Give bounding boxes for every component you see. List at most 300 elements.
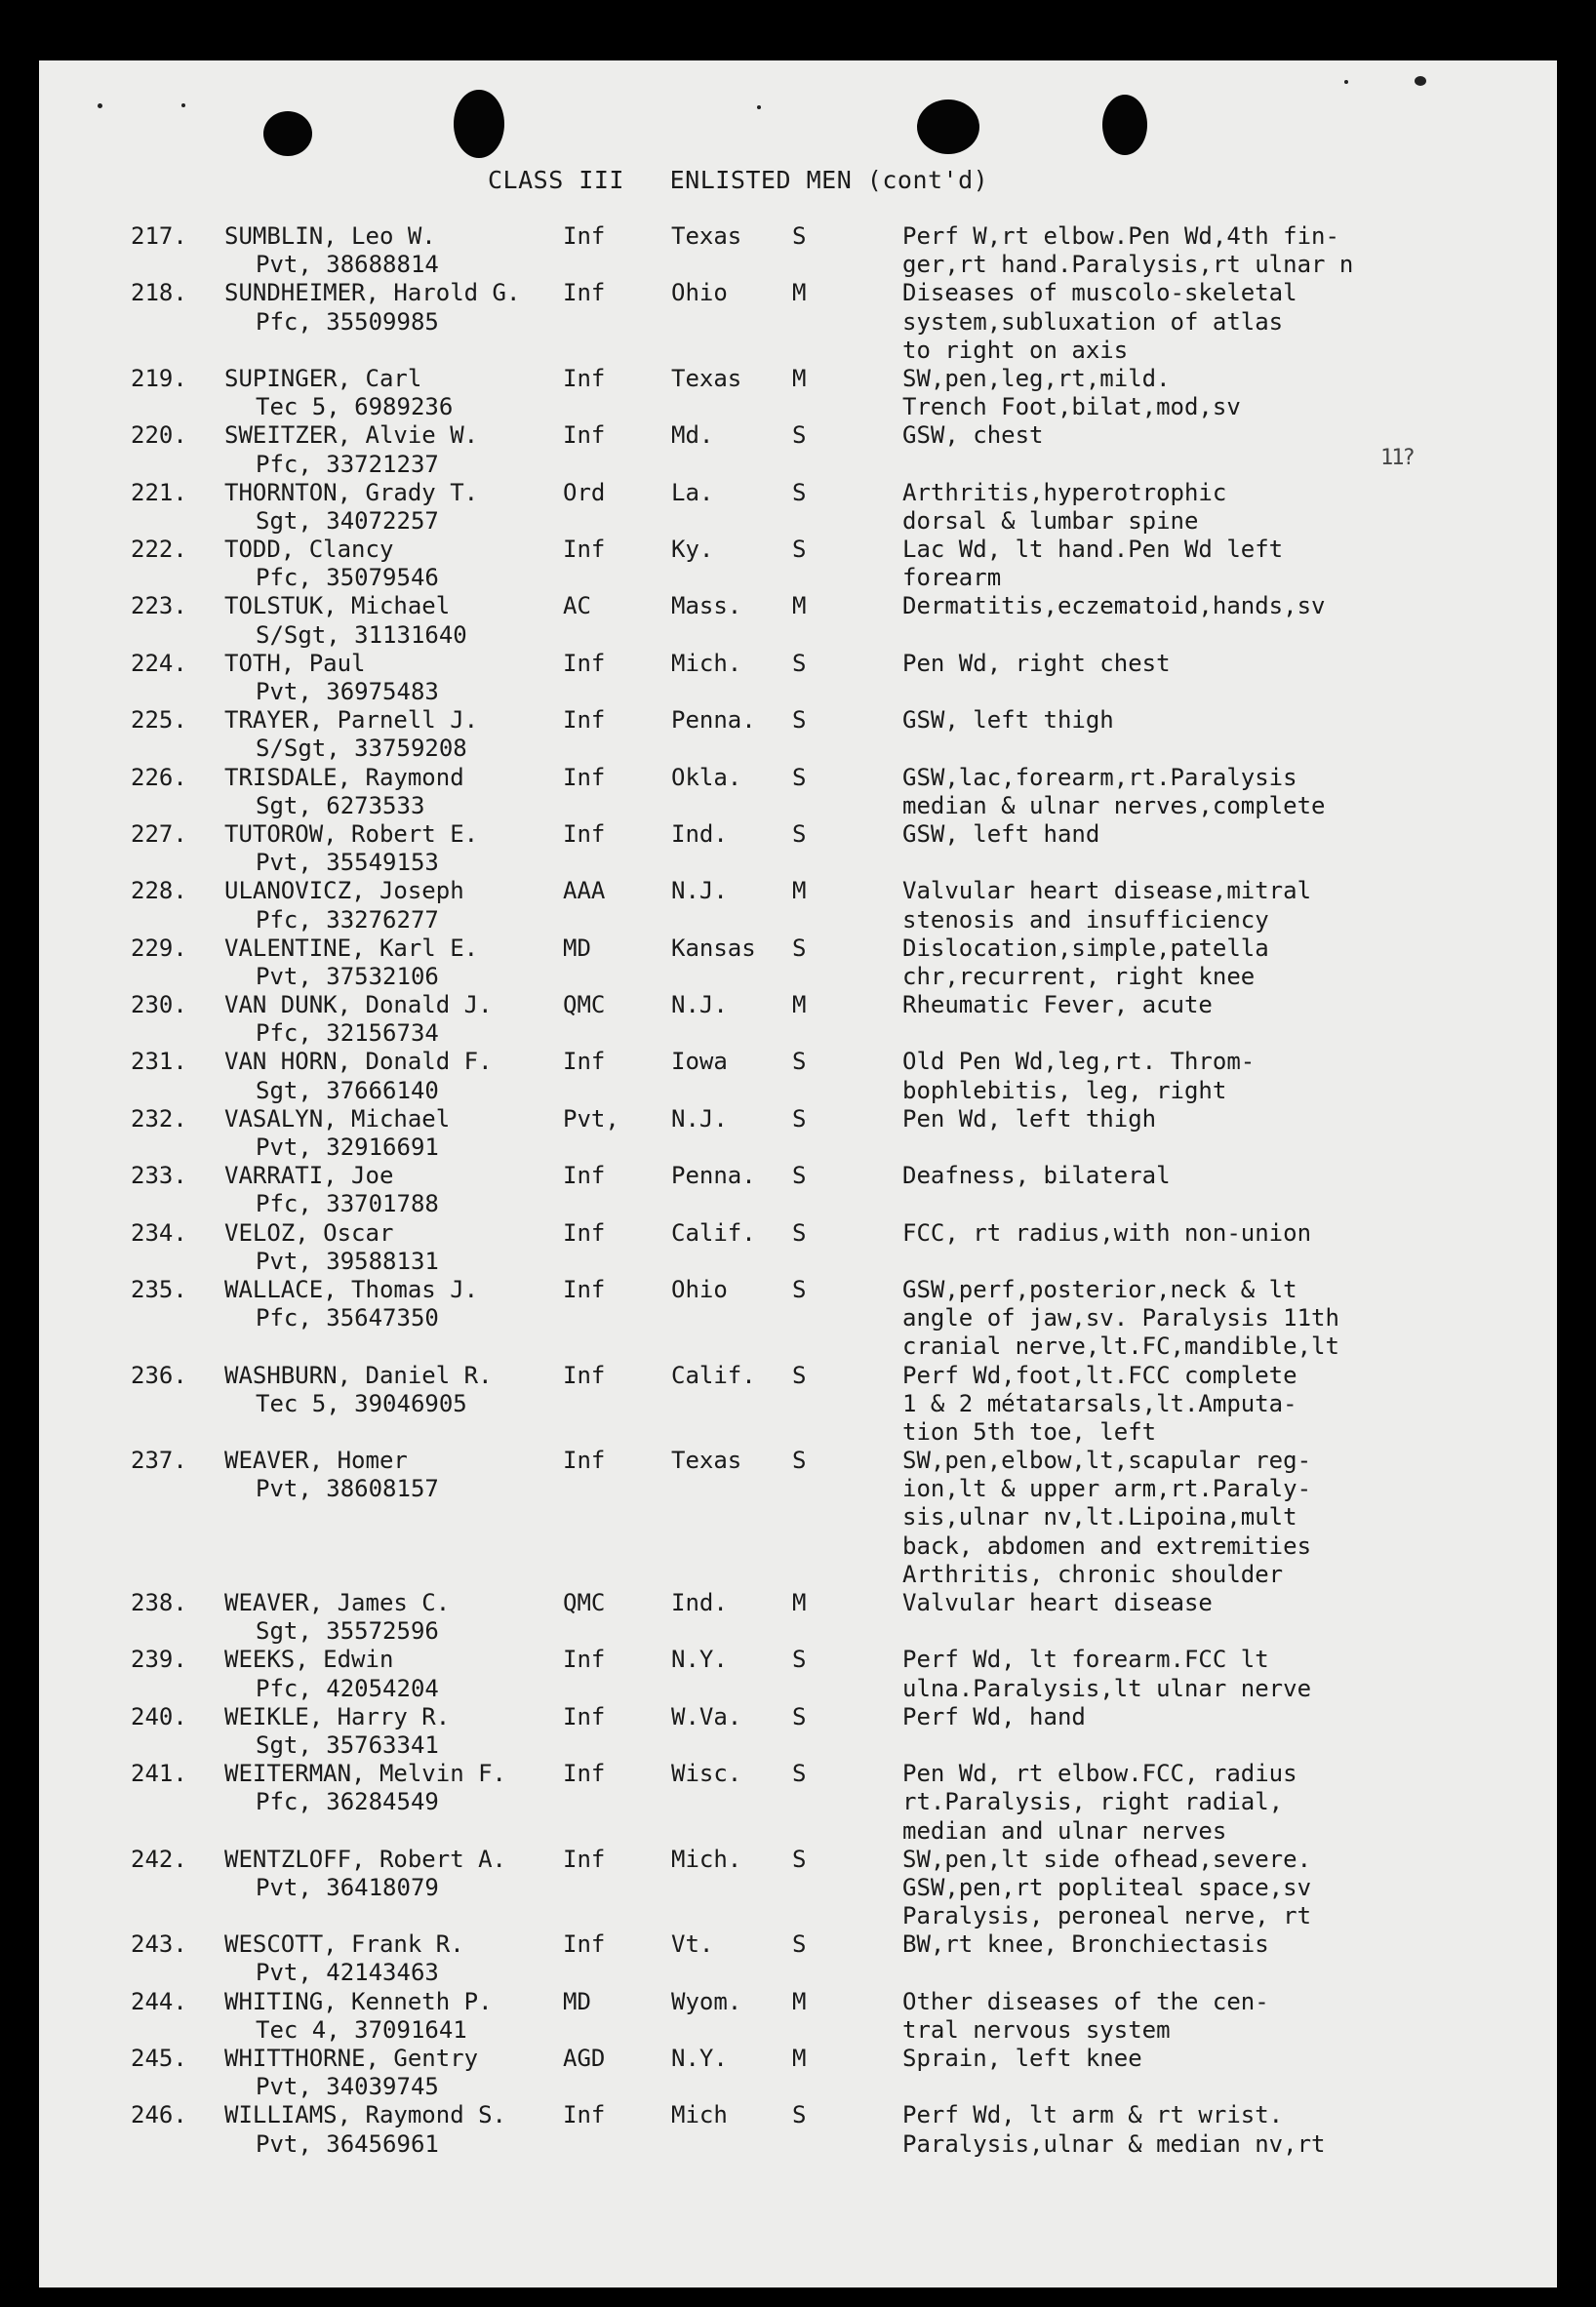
branch: Ord	[563, 478, 606, 506]
entry-number: 242.	[131, 1845, 187, 1873]
entry-line	[39, 251, 1557, 279]
status-code: S	[792, 478, 807, 506]
entry-number: 229.	[131, 934, 187, 962]
entry-number: 233.	[131, 1162, 187, 1190]
status-code: S	[792, 1162, 807, 1190]
entry-line	[39, 1019, 1557, 1048]
diagnosis-line: system,subluxation of atlas	[902, 307, 1284, 336]
status-code: S	[792, 706, 807, 735]
roster-entry	[39, 1846, 1557, 1931]
branch: Inf	[563, 1447, 606, 1475]
entry-line	[39, 421, 1557, 450]
soldier-name: WENTZLOFF, Robert A.	[224, 1845, 506, 1873]
status-code: S	[792, 1760, 807, 1788]
entry-line	[39, 735, 1557, 763]
entry-line	[39, 451, 1557, 479]
entry-number: 235.	[131, 1275, 187, 1303]
punch-hole	[454, 90, 504, 158]
entry-line	[39, 308, 1557, 337]
diagnosis-line: forearm	[902, 564, 1002, 592]
entry-line	[39, 1846, 1557, 1874]
speck	[757, 105, 761, 109]
status-code: M	[792, 2045, 807, 2072]
entry-line	[39, 621, 1557, 650]
entry-line	[39, 1902, 1557, 1930]
branch: Inf	[563, 1702, 606, 1730]
entry-line	[39, 764, 1557, 792]
rank-serial: Sgt, 35572596	[256, 1617, 439, 1646]
roster-entry	[39, 1219, 1557, 1276]
entry-line	[39, 706, 1557, 735]
diagnosis-line: ulna.Paralysis,lt ulnar nerve	[902, 1674, 1312, 1702]
diagnosis-line: FCC, rt radius,with non-union	[902, 1218, 1312, 1247]
speck	[1415, 76, 1426, 86]
entry-number: 245.	[131, 2045, 187, 2072]
rank-serial: Sgt, 35763341	[256, 1730, 439, 1759]
state: Texas	[671, 364, 742, 392]
rank-serial: S/Sgt, 31131640	[256, 620, 467, 649]
entry-line	[39, 507, 1557, 536]
diagnosis-line: GSW,perf,posterior,neck & lt	[902, 1275, 1297, 1303]
diagnosis-line: back, abdomen and extremities	[902, 1531, 1312, 1560]
status-code: S	[792, 763, 807, 791]
soldier-name: WALLACE, Thomas J.	[224, 1275, 479, 1303]
state: Penna.	[671, 1162, 756, 1190]
diagnosis-line: Dermatitis,eczematoid,hands,sv	[902, 592, 1326, 620]
entry-line	[39, 877, 1557, 905]
diagnosis-line: rt.Paralysis, right radial,	[902, 1788, 1284, 1816]
entry-line	[39, 393, 1557, 421]
soldier-name: ULANOVICZ, Joseph	[224, 877, 464, 905]
branch: Inf	[563, 649, 606, 677]
status-code: M	[792, 1589, 807, 1616]
diagnosis-line: ger,rt hand.Paralysis,rt ulnar n	[902, 251, 1354, 279]
entry-line	[39, 1190, 1557, 1218]
status-code: S	[792, 1447, 807, 1475]
branch: QMC	[563, 991, 606, 1019]
entry-line	[39, 1332, 1557, 1361]
diagnosis-line: ion,lt & upper arm,rt.Paraly-	[902, 1475, 1312, 1503]
state: Okla.	[671, 763, 742, 791]
branch: MD	[563, 1987, 591, 2015]
entry-line	[39, 592, 1557, 620]
entry-line	[39, 1304, 1557, 1332]
status-code: S	[792, 2101, 807, 2129]
rank-serial: Pvt, 38608157	[256, 1475, 439, 1503]
soldier-name: TRISDALE, Raymond	[224, 763, 464, 791]
diagnosis-line: Perf Wd, lt forearm.FCC lt	[902, 1646, 1269, 1674]
state: Calif.	[671, 1218, 756, 1247]
rank-serial: Pvt, 42143463	[256, 1959, 439, 1987]
soldier-name: VALENTINE, Karl E.	[224, 934, 479, 962]
diagnosis-line: median and ulnar nerves	[902, 1816, 1227, 1845]
branch: Inf	[563, 536, 606, 564]
state: Iowa	[671, 1048, 728, 1076]
rank-serial: Pvt, 32916691	[256, 1134, 439, 1161]
state: Mich	[671, 2101, 728, 2129]
diagnosis-line: Arthritis,hyperotrophic	[902, 478, 1227, 506]
diagnosis-line: dorsal & lumbar spine	[902, 506, 1199, 535]
branch: QMC	[563, 1589, 606, 1616]
diagnosis-line: Lac Wd, lt hand.Pen Wd left	[902, 536, 1284, 564]
diagnosis-line: Sprain, left knee	[902, 2045, 1142, 2072]
entry-line	[39, 820, 1557, 849]
roster-entry	[39, 222, 1557, 279]
rank-serial: Pvt, 39588131	[256, 1247, 439, 1275]
entry-number: 243.	[131, 1930, 187, 1959]
state: Ind.	[671, 1589, 728, 1616]
diagnosis-line: Trench Foot,bilat,mod,sv	[902, 393, 1241, 421]
entry-number: 219.	[131, 364, 187, 392]
status-code: S	[792, 1104, 807, 1133]
diagnosis-line: GSW,pen,rt popliteal space,sv	[902, 1873, 1312, 1901]
state: La.	[671, 478, 714, 506]
diagnosis-line: GSW,lac,forearm,rt.Paralysis	[902, 763, 1297, 791]
state: N.J.	[671, 991, 728, 1019]
entry-number: 241.	[131, 1760, 187, 1788]
entry-line	[39, 678, 1557, 706]
entry-line	[39, 1617, 1557, 1646]
entry-line	[39, 1134, 1557, 1162]
diagnosis-line: Perf Wd, hand	[902, 1702, 1086, 1730]
soldier-name: SUPINGER, Carl	[224, 364, 422, 392]
soldier-name: VAN HORN, Donald F.	[224, 1048, 493, 1076]
diagnosis-line: Pen Wd, right chest	[902, 649, 1171, 677]
rank-serial: Tec 5, 6989236	[256, 393, 454, 421]
entry-line	[39, 1731, 1557, 1760]
status-code: S	[792, 934, 807, 962]
state: Texas	[671, 1447, 742, 1475]
status-code: S	[792, 649, 807, 677]
entry-line	[39, 1475, 1557, 1503]
state: Wyom.	[671, 1987, 742, 2015]
rank-serial: Sgt, 37666140	[256, 1076, 439, 1104]
state: Mich.	[671, 649, 742, 677]
soldier-name: WILLIAMS, Raymond S.	[224, 2101, 506, 2129]
status-code: S	[792, 1361, 807, 1389]
state: Vt.	[671, 1930, 714, 1959]
entry-line	[39, 1418, 1557, 1447]
rank-serial: Pfc, 33701788	[256, 1190, 439, 1218]
roster-entry	[39, 1760, 1557, 1846]
entry-line	[39, 1532, 1557, 1561]
entry-line	[39, 792, 1557, 820]
entry-line	[39, 1503, 1557, 1531]
page-header	[488, 166, 988, 194]
status-code: S	[792, 1845, 807, 1873]
state: Kansas	[671, 934, 756, 962]
punch-hole	[917, 99, 979, 154]
status-code: S	[792, 536, 807, 564]
roster-entry	[39, 365, 1557, 421]
state: Penna.	[671, 706, 756, 735]
entry-line	[39, 279, 1557, 307]
branch: Inf	[563, 1646, 606, 1674]
status-code: S	[792, 421, 807, 450]
diagnosis-line: Perf Wd,foot,lt.FCC complete	[902, 1361, 1297, 1389]
branch: Inf	[563, 2101, 606, 2129]
roster-entry	[39, 1276, 1557, 1362]
soldier-name: SWEITZER, Alvie W.	[224, 421, 479, 450]
roster-entry	[39, 536, 1557, 592]
entry-number: 225.	[131, 706, 187, 735]
entry-line	[39, 479, 1557, 507]
diagnosis-line: SW,pen,leg,rt,mild.	[902, 364, 1171, 392]
soldier-name: WEEKS, Edwin	[224, 1646, 394, 1674]
roster-entry	[39, 991, 1557, 1048]
diagnosis-line: Valvular heart disease,mitral	[902, 877, 1312, 905]
entry-number: 244.	[131, 1987, 187, 2015]
diagnosis-line: tral nervous system	[902, 2015, 1171, 2044]
entry-line	[39, 1589, 1557, 1617]
diagnosis-line: chr,recurrent, right knee	[902, 962, 1256, 990]
branch: Inf	[563, 1218, 606, 1247]
state: Wisc.	[671, 1760, 742, 1788]
branch: Pvt,	[563, 1104, 619, 1133]
entry-number: 218.	[131, 279, 187, 307]
branch: Inf	[563, 763, 606, 791]
roster-entry	[39, 479, 1557, 536]
rank-serial: Sgt, 6273533	[256, 791, 425, 819]
diagnosis-line: bophlebitis, leg, right	[902, 1076, 1227, 1104]
roster-entry	[39, 2045, 1557, 2101]
entry-number: 220.	[131, 421, 187, 450]
status-code: S	[792, 1218, 807, 1247]
rank-serial: Pvt, 35549153	[256, 849, 439, 877]
diagnosis-line: angle of jaw,sv. Paralysis 11th	[902, 1304, 1339, 1332]
diagnosis-line: Other diseases of the cen-	[902, 1987, 1269, 2015]
state: Ohio	[671, 279, 728, 307]
entry-line	[39, 1675, 1557, 1703]
entry-line	[39, 222, 1557, 251]
entry-number: 228.	[131, 877, 187, 905]
roster-entry	[39, 706, 1557, 763]
branch: Inf	[563, 421, 606, 450]
entry-line	[39, 1048, 1557, 1076]
margin-annotation: 11?	[1380, 446, 1414, 470]
rank-serial: Pvt, 38688814	[256, 251, 439, 279]
rank-serial: Pvt, 36456961	[256, 2129, 439, 2158]
rank-serial: Tec 5, 39046905	[256, 1389, 467, 1417]
roster-entry	[39, 1362, 1557, 1448]
entry-line	[39, 1646, 1557, 1674]
diagnosis-line: sis,ulnar nv,lt.Lipoina,mult	[902, 1503, 1297, 1531]
diagnosis-line: 1 & 2 métatarsals,lt.Amputa-	[902, 1389, 1297, 1417]
rank-serial: Pfc, 35079546	[256, 564, 439, 592]
status-code: M	[792, 592, 807, 620]
branch: Inf	[563, 1760, 606, 1788]
punch-hole	[1102, 95, 1147, 155]
punch-hole	[263, 111, 312, 156]
speck	[98, 103, 102, 108]
entry-line	[39, 1276, 1557, 1304]
branch: Inf	[563, 1275, 606, 1303]
diagnosis-line: median & ulnar nerves,complete	[902, 791, 1326, 819]
entry-number: 224.	[131, 649, 187, 677]
status-code: M	[792, 877, 807, 905]
diagnosis-line: Perf W,rt elbow.Pen Wd,4th fin-	[902, 222, 1339, 250]
document-page	[39, 60, 1557, 2287]
entry-line	[39, 1390, 1557, 1418]
speck	[181, 103, 185, 107]
rank-serial: Pfc, 35647350	[256, 1304, 439, 1332]
diagnosis-line: Perf Wd, lt arm & rt wrist.	[902, 2101, 1284, 2129]
state: Ohio	[671, 1275, 728, 1303]
diagnosis-line: GSW, left hand	[902, 819, 1100, 848]
diagnosis-line: Dislocation,simple,patella	[902, 934, 1269, 962]
soldier-name: TODD, Clancy	[224, 536, 394, 564]
roster-entry	[39, 1105, 1557, 1162]
entry-line	[39, 1930, 1557, 1959]
soldier-name: SUNDHEIMER, Harold G.	[224, 279, 521, 307]
soldier-name: SUMBLIN, Leo W.	[224, 222, 436, 250]
status-code: S	[792, 819, 807, 848]
entry-line	[39, 1561, 1557, 1589]
roster-entry	[39, 279, 1557, 365]
roster-entry	[39, 877, 1557, 934]
state: Mich.	[671, 1845, 742, 1873]
branch: Inf	[563, 279, 606, 307]
entry-line	[39, 2073, 1557, 2101]
state: N.J.	[671, 877, 728, 905]
diagnosis-line: GSW, left thigh	[902, 706, 1114, 735]
entry-number: 221.	[131, 478, 187, 506]
branch: Inf	[563, 1361, 606, 1389]
branch: Inf	[563, 1930, 606, 1959]
entry-line	[39, 2045, 1557, 2073]
soldier-name: WEITERMAN, Melvin F.	[224, 1760, 506, 1788]
roster-entry	[39, 820, 1557, 877]
entry-line	[39, 1162, 1557, 1190]
status-code: S	[792, 222, 807, 250]
roster-entry	[39, 1930, 1557, 1987]
entry-number: 226.	[131, 763, 187, 791]
state: N.J.	[671, 1104, 728, 1133]
rank-serial: Pfc, 33721237	[256, 450, 439, 478]
entry-line	[39, 1760, 1557, 1788]
roster-entry	[39, 592, 1557, 649]
status-code: S	[792, 1275, 807, 1303]
status-code: M	[792, 991, 807, 1019]
roster-entry	[39, 1988, 1557, 2045]
rank-serial: Pvt, 34039745	[256, 2073, 439, 2101]
entry-line	[39, 1447, 1557, 1475]
diagnosis-line: SW,pen,elbow,lt,scapular reg-	[902, 1447, 1312, 1475]
diagnosis-line: GSW, chest	[902, 421, 1044, 450]
diagnosis-line: cranial nerve,lt.FC,mandible,lt	[902, 1332, 1339, 1361]
rank-serial: Sgt, 34072257	[256, 506, 439, 535]
entry-line	[39, 1874, 1557, 1902]
entry-line	[39, 1077, 1557, 1105]
diagnosis-line: Valvular heart disease	[902, 1589, 1213, 1616]
rank-serial: Pfc, 32156734	[256, 1019, 439, 1048]
entry-number: 223.	[131, 592, 187, 620]
state: N.Y.	[671, 2045, 728, 2072]
state: Calif.	[671, 1361, 756, 1389]
entry-line	[39, 650, 1557, 678]
branch: AGD	[563, 2045, 606, 2072]
soldier-name: WHITING, Kenneth P.	[224, 1987, 493, 2015]
soldier-name: WASHBURN, Daniel R.	[224, 1361, 493, 1389]
branch: MD	[563, 934, 591, 962]
diagnosis-line: Pen Wd, rt elbow.FCC, radius	[902, 1760, 1297, 1788]
soldier-name: TRAYER, Parnell J.	[224, 706, 479, 735]
soldier-name: TUTOROW, Robert E.	[224, 819, 479, 848]
entry-line	[39, 1219, 1557, 1248]
roster-entry	[39, 421, 1557, 478]
diagnosis-line: Paralysis,ulnar & median nv,rt	[902, 2129, 1326, 2158]
soldier-name: VARRATI, Joe	[224, 1162, 394, 1190]
entry-line	[39, 1959, 1557, 1987]
roster-entry	[39, 935, 1557, 991]
rank-serial: Pvt, 37532106	[256, 962, 439, 990]
soldier-name: VAN DUNK, Donald J.	[224, 991, 493, 1019]
entry-line	[39, 1788, 1557, 1816]
state: Ky.	[671, 536, 714, 564]
entry-line	[39, 1248, 1557, 1276]
soldier-name: VELOZ, Oscar	[224, 1218, 394, 1247]
diagnosis-line: Paralysis, peroneal nerve, rt	[902, 1902, 1312, 1930]
roster-entry	[39, 1162, 1557, 1218]
state: Ind.	[671, 819, 728, 848]
entry-number: 222.	[131, 536, 187, 564]
soldier-name: WEIKLE, Harry R.	[224, 1702, 451, 1730]
entry-line	[39, 906, 1557, 935]
diagnosis-line: BW,rt knee, Bronchiectasis	[902, 1930, 1269, 1959]
branch: Inf	[563, 1845, 606, 1873]
entry-line	[39, 1817, 1557, 1846]
entry-number: 217.	[131, 222, 187, 250]
entry-line	[39, 991, 1557, 1019]
roster-entry	[39, 1589, 1557, 1646]
entry-line	[39, 536, 1557, 564]
entry-number: 230.	[131, 991, 187, 1019]
speck	[1344, 80, 1348, 84]
branch: Inf	[563, 364, 606, 392]
entry-number: 236.	[131, 1361, 187, 1389]
class-label: CLASS III	[488, 166, 624, 194]
soldier-name: WEAVER, James C.	[224, 1589, 451, 1616]
rank-serial: Pfc, 33276277	[256, 905, 439, 934]
roster-list	[39, 222, 1557, 2159]
branch: Inf	[563, 222, 606, 250]
status-code: M	[792, 1987, 807, 2015]
entry-line	[39, 2016, 1557, 2045]
entry-number: 237.	[131, 1447, 187, 1475]
entry-line	[39, 2130, 1557, 2159]
diagnosis-line: Old Pen Wd,leg,rt. Throm-	[902, 1048, 1256, 1076]
state: Md.	[671, 421, 714, 450]
diagnosis-line: Pen Wd, left thigh	[902, 1104, 1157, 1133]
soldier-name: VASALYN, Michael	[224, 1104, 451, 1133]
rank-serial: S/Sgt, 33759208	[256, 735, 467, 763]
roster-entry	[39, 1447, 1557, 1589]
diagnosis-line: Arthritis, chronic shoulder	[902, 1560, 1284, 1588]
roster-entry	[39, 1048, 1557, 1104]
rank-serial: Pvt, 36418079	[256, 1873, 439, 1901]
branch: Inf	[563, 1162, 606, 1190]
soldier-name: TOLSTUK, Michael	[224, 592, 451, 620]
diagnosis-line: Rheumatic Fever, acute	[902, 991, 1213, 1019]
soldier-name: THORNTON, Grady T.	[224, 478, 479, 506]
diagnosis-line: Diseases of muscolo-skeletal	[902, 279, 1297, 307]
entry-number: 240.	[131, 1702, 187, 1730]
diagnosis-line: SW,pen,lt side ofhead,severe.	[902, 1845, 1312, 1873]
entry-line	[39, 365, 1557, 393]
branch: AC	[563, 592, 591, 620]
entry-line	[39, 1988, 1557, 2016]
soldier-name: WESCOTT, Frank R.	[224, 1930, 464, 1959]
